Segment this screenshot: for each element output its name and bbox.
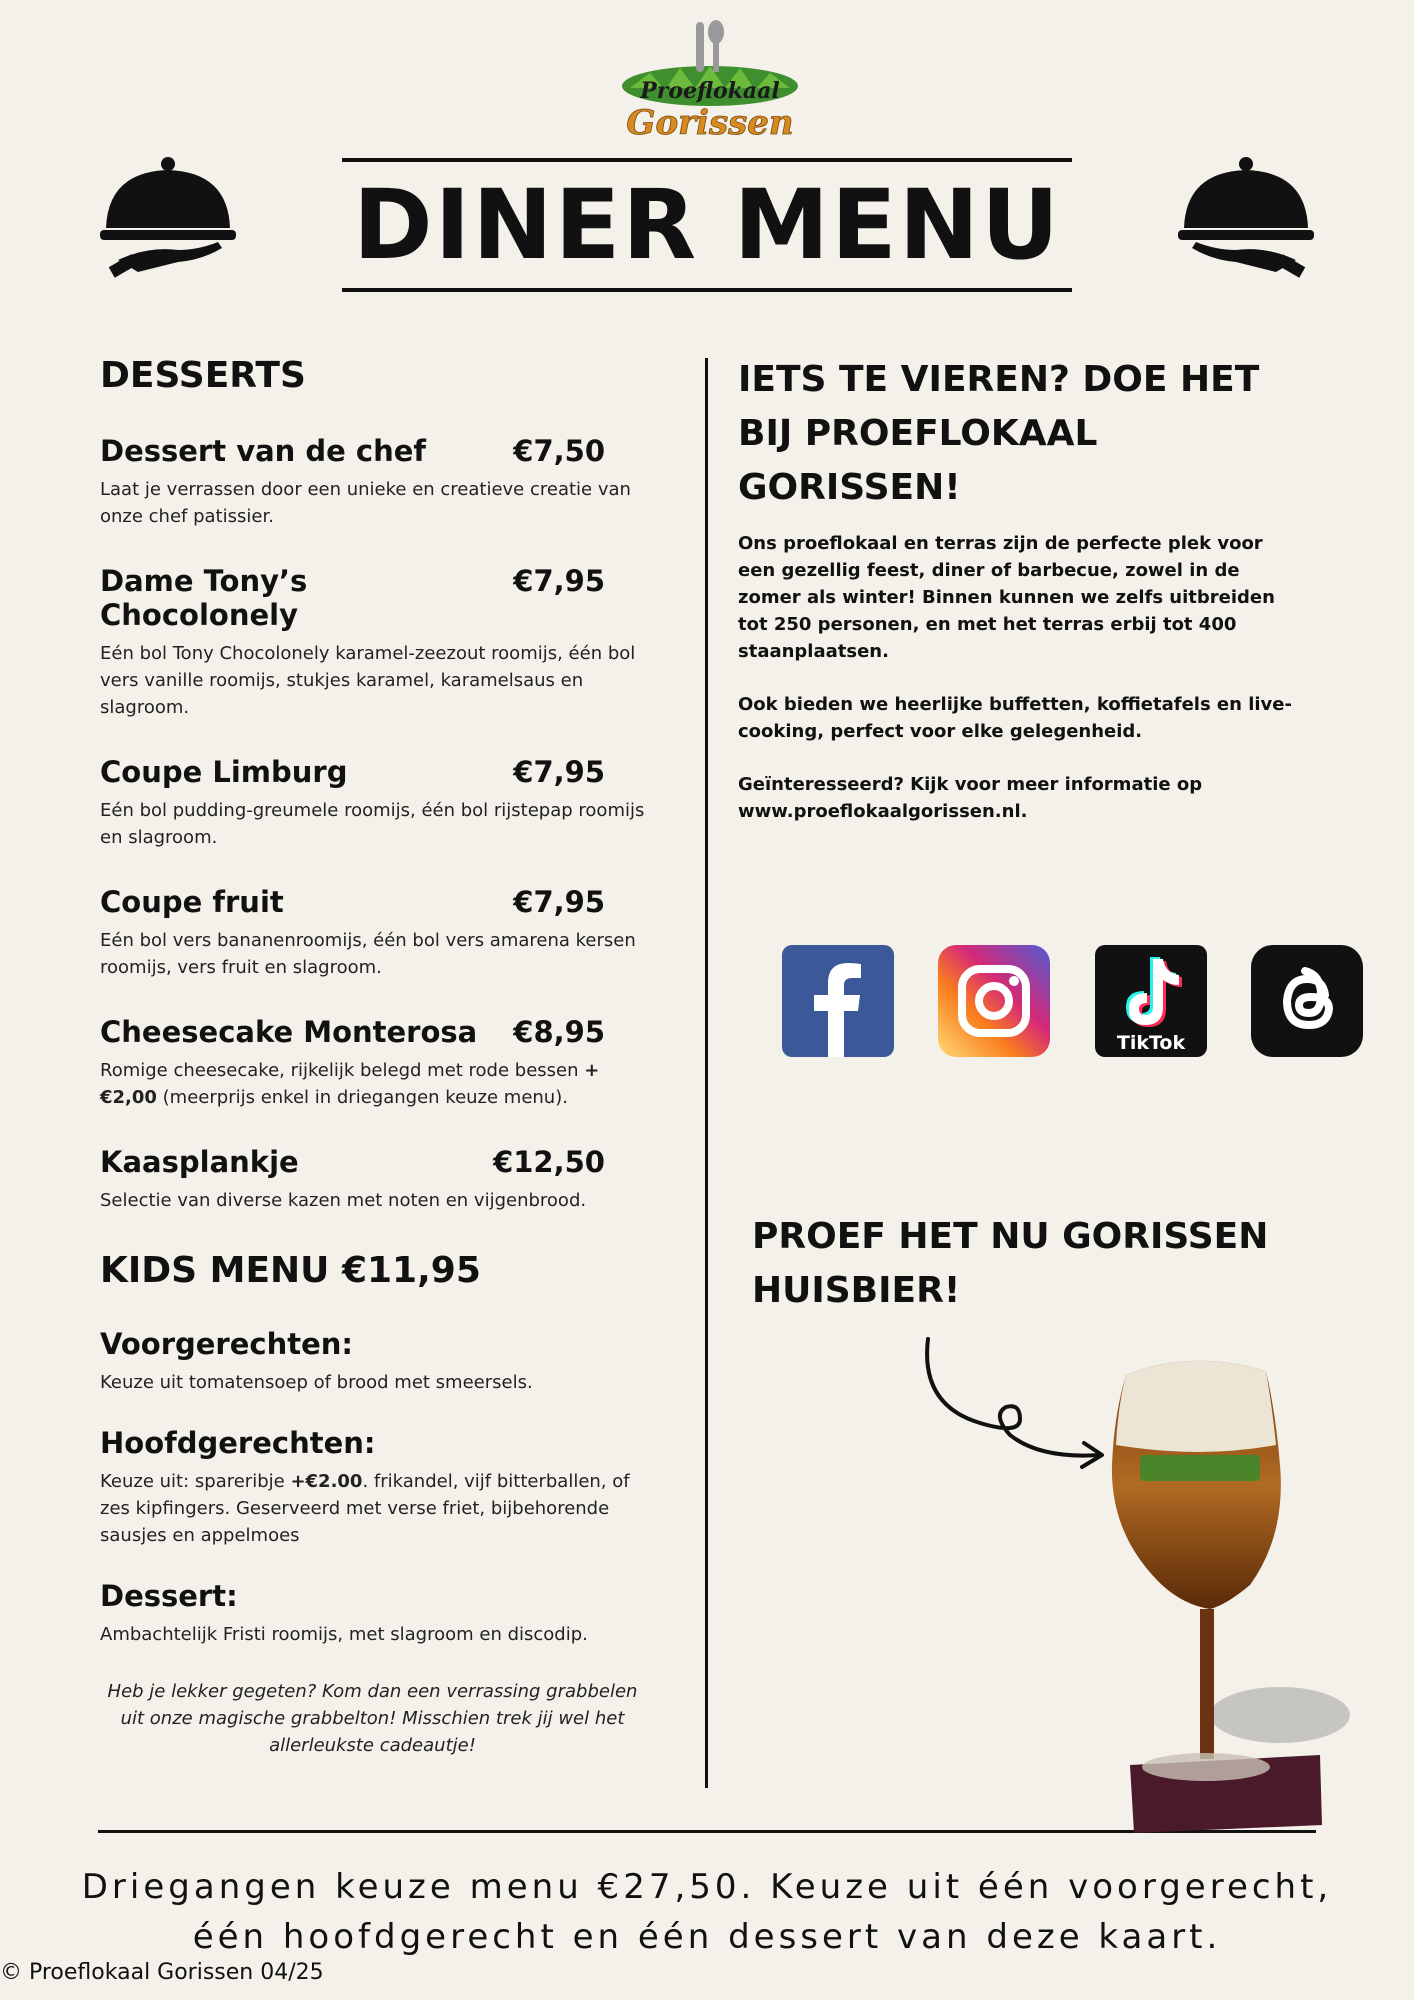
menu-item (100, 564, 660, 721)
kids-main-text-a: Keuze uit: spareribje (100, 1471, 291, 1492)
item-name: Coupe Limburg (100, 755, 348, 789)
item-price: €8,95 (513, 1015, 605, 1049)
footer-line: één hoofdgerecht en één dessert van deze kaart. (192, 1917, 1222, 1957)
menu-item (100, 1145, 660, 1214)
menu-item (100, 1015, 660, 1111)
promo-text (738, 530, 1298, 851)
copyright: © Proeflokaal Gorissen 04/25 (0, 1960, 324, 1985)
promo-paragraph: Ook bieden we heerlijke buffetten, koffietafels en live-cooking, perfect voor elke gelegenheid. (738, 694, 1292, 742)
proeflokaal-logo (610, 18, 810, 158)
item-description: Selectie van diverse kazen met noten en vijgenbrood. (100, 1190, 587, 1211)
promo-paragraph: Ons proeflokaal en terras zijn de perfecte plek voor een gezellig feest, diner of barbecue, zowel in de zomer als winter! Binnen kunnen we zelfs uitbreiden tot 250 personen, en met het terras erbij tot 400 staanplaatsen. (738, 533, 1275, 662)
arrow-icon (920, 1335, 1110, 1475)
facebook-icon[interactable] (782, 945, 894, 1057)
promo-paragraph: Geïnteresseerd? Kijk voor meer informatie op www.proeflokaalgorissen.nl. (738, 774, 1203, 822)
menu-item (100, 755, 660, 851)
tiktok-label: TikTok (1116, 1032, 1186, 1054)
column-divider (705, 358, 708, 1788)
surcharge: +€2.00 (290, 1471, 363, 1492)
item-description: Eén bol Tony Chocolonely karamel-zeezout roomijs, één bol vers vanille roomijs, stukjes karamel, karamelsaus en slagroom. (100, 643, 636, 718)
cloche-icon (98, 150, 238, 290)
footer-line: Driegangen keuze menu €27,50. Keuze uit één voorgerecht, (81, 1867, 1333, 1907)
instagram-icon[interactable] (938, 945, 1050, 1057)
item-price: €7,95 (513, 564, 605, 598)
promo-heading: IETS TE VIEREN? DOE HET BIJ PROEFLOKAAL GORISSEN! (738, 359, 1260, 508)
item-description: Laat je verrassen door een unieke en creatieve creatie van onze chef patissier. (100, 479, 631, 527)
three-course-menu-note (0, 1862, 1414, 1962)
item-price: €12,50 (493, 1145, 605, 1179)
threads-icon[interactable] (1251, 945, 1363, 1057)
tiktok-icon[interactable] (1095, 945, 1207, 1057)
beer-glass-image (1100, 1355, 1360, 1835)
item-description: Eén bol pudding-greumele roomijs, één bol rijstepap roomijs en slagroom. (100, 800, 645, 848)
item-description-text: Romige cheesecake, rijkelijk belegd met rode bessen (100, 1060, 585, 1081)
item-name: Dame Tony’s Chocolonely (100, 564, 308, 632)
item-price: €7,95 (513, 885, 605, 919)
svg-text:Gorissen: Gorissen (626, 103, 794, 143)
grabbelton-note: Heb je lekker gegeten? Kom dan een verrassing grabbelen uit onze magische grabbelton! Misschien trek jij wel het allerleukste cadeautje! (107, 1681, 638, 1756)
title-frame (342, 158, 1072, 292)
item-name: Dessert van de chef (100, 434, 427, 468)
page-title: DINER MENU (352, 169, 1062, 281)
kids-starter-text: Keuze uit tomatensoep of brood met smeersels. (100, 1372, 533, 1393)
item-description: Eén bol vers bananenroomijs, één bol vers amarena kersen roomijs, vers fruit en slagroom. (100, 930, 636, 978)
desserts-heading: DESSERTS (100, 355, 306, 396)
item-description-text: (meerprijs enkel in driegangen keuze menu). (156, 1087, 568, 1108)
item-name: Kaasplankje (100, 1145, 299, 1179)
left-column (100, 355, 660, 1759)
item-price: €7,95 (513, 755, 605, 789)
menu-item (100, 885, 660, 981)
item-price: €7,50 (513, 434, 605, 468)
kids-main-text (100, 1468, 645, 1549)
kids-dessert-text: Ambachtelijk Fristi roomijs, met slagroom en discodip. (100, 1624, 588, 1645)
surcharge: + €2,00 (100, 1060, 600, 1108)
beer-heading: PROEF HET NU GORISSEN HUISBIER! (752, 1216, 1269, 1311)
kids-main-heading: Hoofdgerechten: (100, 1426, 376, 1460)
item-name: Coupe fruit (100, 885, 284, 919)
kids-starter-heading: Voorgerechten: (100, 1327, 354, 1361)
item-name: Cheesecake Monterosa (100, 1015, 478, 1049)
svg-text:Proeflokaal: Proeflokaal (640, 78, 780, 104)
cloche-icon (1176, 150, 1316, 290)
menu-item (100, 434, 660, 530)
kids-menu-heading: KIDS MENU €11,95 (100, 1250, 481, 1291)
kids-main-text-c: . frikandel, vijf bitterballen, of zes kipfingers. Geserveerd met verse friet, bijbehorende sausjes en appelmoes (100, 1471, 630, 1546)
item-description (100, 1057, 645, 1111)
kids-dessert-heading: Dessert: (100, 1579, 238, 1613)
